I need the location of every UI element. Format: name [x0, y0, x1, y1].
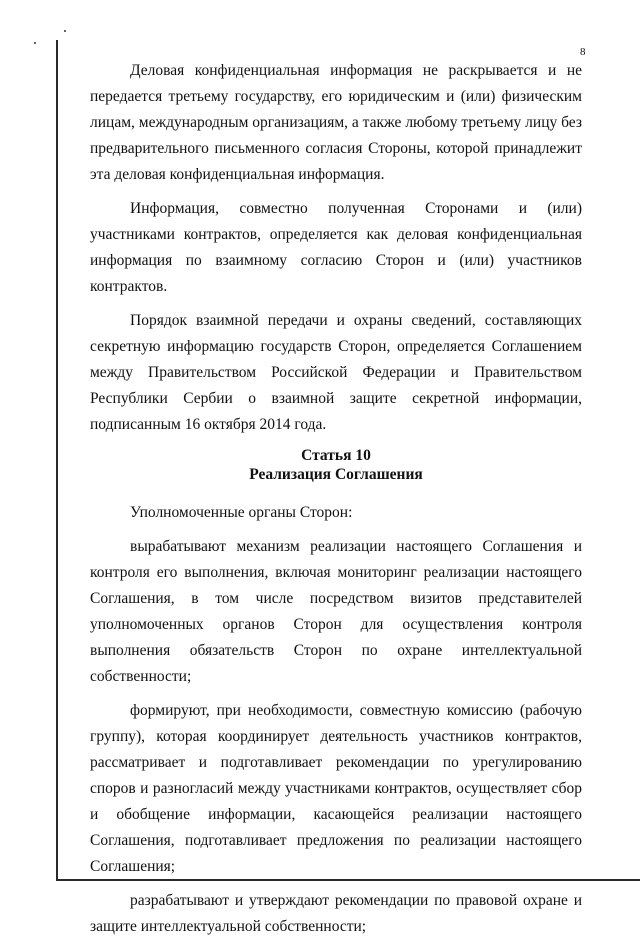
scan-edge-left	[56, 40, 58, 880]
paragraph-authorized-bodies: Уполномоченные органы Сторон:	[130, 504, 353, 521]
paragraph-joint-commission: формируют, при необходимости, совместную комиссию (рабочую группу), которая координирует деятельность участников контрактов, рассматривает и подготавливает рекомендации по урегулированию споров и разногласий между участниками контрактов, осуществляет сбор и обобщение информации, касающейся реализации настоящего Соглашения, подготавливает предложения по реализации настоящего Соглашения;	[90, 702, 582, 875]
scan-speck	[64, 30, 66, 32]
page-number: 8	[580, 46, 586, 58]
article-title: Реализация Соглашения	[249, 466, 423, 483]
paragraph-implementation-mechanism: вырабатывают механизм реализации настоящего Соглашения и контроля его выполнения, включая мониторинг реализации настоящего Соглашения, в том числе посредством визитов представителей уполномоченных органов Сторон для осуществления контроля выполнения обязательств Сторон по охране интеллектуальной собственности;	[90, 538, 582, 685]
article-number: Статья 10	[301, 447, 371, 464]
scan-speck	[34, 42, 36, 44]
paragraph-business-confidential: Деловая конфиденциальная информация не раскрывается и не передается третьему государству, его юридическим и (или) физическим лицам, международным организациям, а также любому третьему лицу без предварительного письменного согласия Стороны, которой принадлежит эта деловая конфиденциальная информация.	[90, 62, 582, 183]
paragraph-joint-information: Информация, совместно полученная Сторонами и (или) участниками контрактов, определяется как деловая конфиденциальная информация по взаимному согласию Сторон и (или) участников контрактов.	[90, 200, 582, 295]
paragraph-secret-information: Порядок взаимной передачи и охраны сведений, составляющих секретную информацию государств Сторон, определяется Соглашением между Правительством Российской Федерации и Правительством Республики Сербии о взаимной защите секретной информации, подписанным 16 октября 2014 года.	[90, 312, 582, 433]
document-body	[90, 58, 582, 948]
paragraph-recommendations: разрабатывают и утверждают рекомендации по правовой охране и защите интеллектуальной собственности;	[90, 892, 582, 935]
article-heading	[90, 446, 582, 484]
